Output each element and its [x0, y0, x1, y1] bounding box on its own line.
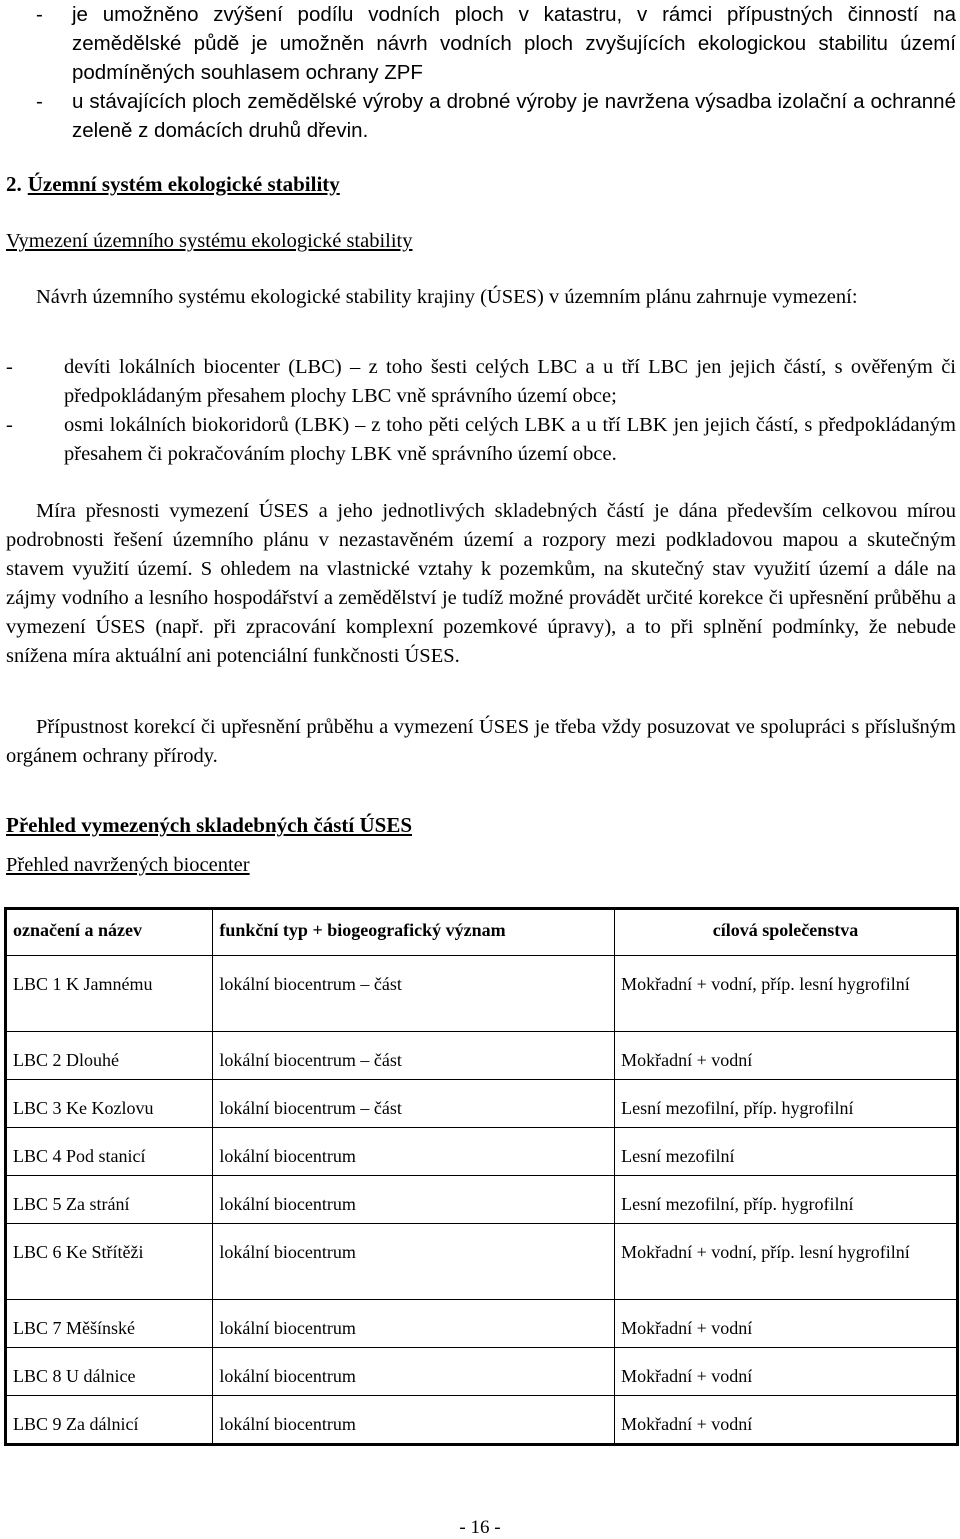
cell-type: lokální biocentrum: [213, 1396, 615, 1445]
table-header-row: [6, 909, 958, 956]
table-row: [6, 1300, 958, 1348]
cell-communities: Mokřadní + vodní: [615, 1032, 958, 1080]
list-item: [6, 0, 956, 87]
cell-type: lokální biocentrum: [213, 1300, 615, 1348]
cell-type: lokální biocentrum – část: [213, 1080, 615, 1128]
section-title: Územní systém ekologické stability: [27, 172, 340, 196]
cell-name: LBC 4 Pod stanicí: [6, 1128, 213, 1176]
list-item: [6, 411, 956, 469]
cell-name: LBC 5 Za strání: [6, 1176, 213, 1224]
top-bullet-list: [6, 0, 956, 145]
cell-name: LBC 2 Dlouhé: [6, 1032, 213, 1080]
table-row: [6, 1396, 958, 1445]
cell-type: lokální biocentrum: [213, 1224, 615, 1300]
cell-type: lokální biocentrum: [213, 1348, 615, 1396]
column-header-communities: cílová společenstva: [615, 909, 958, 956]
uses-bullet-list: [6, 353, 956, 469]
list-dash: -: [6, 356, 13, 378]
accuracy-paragraph: Míra přesnosti vymezení ÚSES a jeho jednotlivých skladebných částí je dána především celkovou mírou podrobnosti řešení územního plánu v nezastavěném území a rozpory mezi podkladovou mapou a skutečným stavem využití území. S ohledem na vlastnické vztahy k pozemkům, na skutečný stav využití území a dále na zájmy vodního a lesního hospodářství a zemědělství je tudíž možné provádět určité korekce či upřesnění průběhu a vymezení ÚSES (např. při zpracování komplexní pozemkové úpravy), a to při splnění podmínky, že nebude snížena míra aktuální ani potenciální funkčnosti ÚSES.: [6, 500, 956, 667]
cell-name: LBC 3 Ke Kozlovu: [6, 1080, 213, 1128]
table-row: [6, 1176, 958, 1224]
table-row: [6, 1224, 958, 1300]
cell-type: lokální biocentrum – část: [213, 1032, 615, 1080]
table-row: [6, 956, 958, 1032]
page-number: - 16 -: [459, 1517, 501, 1538]
list-item-text: u stávajících ploch zemědělské výroby a drobné výroby je navržena výsadba izolační a ochranné zeleně z domácích druhů dřevin.: [72, 90, 956, 142]
cell-name: LBC 1 K Jamnému: [6, 956, 213, 1032]
table-row: [6, 1348, 958, 1396]
list-item-text: devíti lokálních biocenter (LBC) – z toho šesti celých LBC a u tří LBC jen jejich částí, s ověřeným či předpokládaným přesahem plochy LBC vně správního území obce;: [64, 356, 956, 407]
cell-communities: Mokřadní + vodní: [615, 1348, 958, 1396]
cell-name: LBC 7 Měšínské: [6, 1300, 213, 1348]
list-dash: -: [36, 90, 43, 113]
section-heading: [6, 172, 340, 197]
column-header-name: označení a název: [6, 909, 213, 956]
cell-communities: Lesní mezofilní, příp. hygrofilní: [615, 1080, 958, 1128]
list-item-text: osmi lokálních biokoridorů (LBK) – z toho pěti celých LBK a u tří LBK jen jejich částí, s předpokládaným přesahem či pokračováním plochy LBK vně správního území obce.: [64, 414, 956, 465]
intro-paragraph: Návrh územního systému ekologické stability krajiny (ÚSES) v územním plánu zahrnuje vymezení:: [36, 286, 858, 308]
list-dash: -: [36, 3, 43, 26]
cell-name: LBC 6 Ke Střítěži: [6, 1224, 213, 1300]
cell-communities: Mokřadní + vodní, příp. lesní hygrofilní: [615, 1224, 958, 1300]
cell-communities: Mokřadní + vodní, příp. lesní hygrofilní: [615, 956, 958, 1032]
table-row: [6, 1128, 958, 1176]
section-number: 2.: [6, 172, 22, 196]
list-item-text: je umožněno zvýšení podílu vodních ploch v katastru, v rámci přípustných činností na zemědělské půdě je umožněn návrh vodních ploch zvyšujících ekologickou stabilitu území podmíněných souhlasem ochrany ZPF: [72, 3, 956, 84]
overview-subheading: Přehled navržených biocenter: [6, 854, 250, 876]
column-header-type: funkční typ + biogeografický význam: [213, 909, 615, 956]
table-row: [6, 1080, 958, 1128]
list-dash: -: [6, 414, 13, 436]
list-item: [6, 87, 956, 145]
cell-communities: Mokřadní + vodní: [615, 1396, 958, 1445]
cell-type: lokální biocentrum – část: [213, 956, 615, 1032]
cell-type: lokální biocentrum: [213, 1128, 615, 1176]
overview-heading: Přehled vymezených skladebných částí ÚSES: [6, 813, 413, 837]
table-row: [6, 1032, 958, 1080]
cell-type: lokální biocentrum: [213, 1176, 615, 1224]
section-subheading: Vymezení územního systému ekologické stability: [6, 230, 413, 252]
list-item: [6, 353, 956, 411]
cell-name: LBC 8 U dálnice: [6, 1348, 213, 1396]
biocenter-table: [4, 907, 959, 1446]
cell-communities: Lesní mezofilní: [615, 1128, 958, 1176]
admissibility-paragraph: Přípustnost korekcí či upřesnění průběhu a vymezení ÚSES je třeba vždy posuzovat ve spolupráci s příslušným orgánem ochrany přírody.: [6, 716, 956, 767]
cell-communities: Lesní mezofilní, příp. hygrofilní: [615, 1176, 958, 1224]
cell-name: LBC 9 Za dálnicí: [6, 1396, 213, 1445]
cell-communities: Mokřadní + vodní: [615, 1300, 958, 1348]
